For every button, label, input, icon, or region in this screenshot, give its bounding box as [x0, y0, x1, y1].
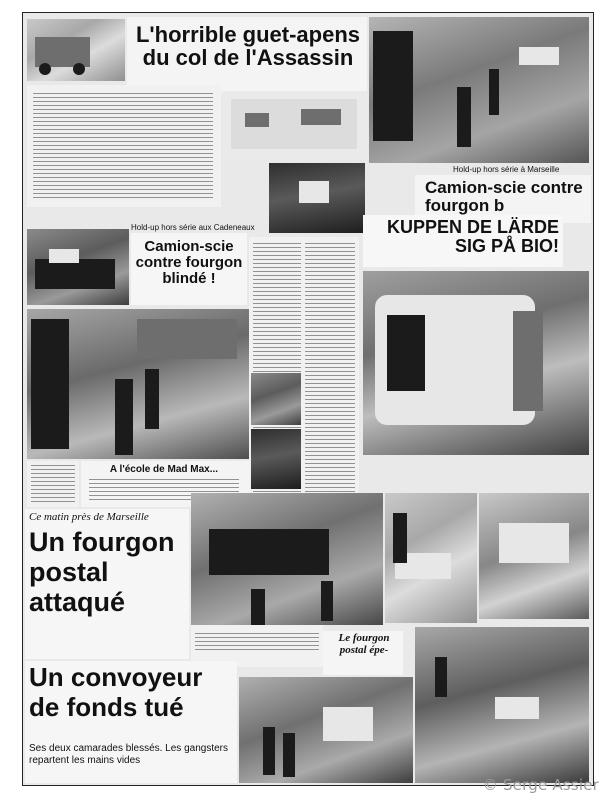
photo-truck-top-left — [27, 19, 125, 81]
photo-wreckage-right — [479, 493, 589, 619]
clipping-un-convoyeur — [25, 661, 237, 783]
watermark-copyright: © Serge Assier — [482, 776, 599, 794]
kicker-ce-matin-marseille: Ce matin près de Marseille — [29, 511, 149, 523]
photo-police-truck-road — [27, 309, 249, 459]
headline-mad-max: A l'école de Mad Max... — [109, 464, 219, 475]
headline-kuppen: KUPPEN DE LÄRDE SIG PÅ BIO! — [386, 217, 559, 256]
photo-crashed-car-left — [27, 229, 129, 305]
clipping-un-fourgon-postal — [25, 509, 189, 659]
kicker-hold-up-cadeneaux: Hold-up hors série aux Cadeneaux — [131, 223, 255, 232]
headline-camion-scie-top: Camion-scie contre fourgon b — [425, 178, 583, 215]
kicker-hold-up-marseille: Hold-up hors série à Marseille — [453, 165, 560, 174]
clipping-fourgon-postal-epe — [323, 631, 403, 675]
photo-small-van-1 — [251, 373, 301, 425]
headline-un-fourgon-postal: Un fourgon postal attaqué — [29, 527, 175, 618]
photo-diagram-trucks — [231, 99, 357, 149]
photo-van-interior — [269, 163, 365, 233]
photo-crowd-van — [239, 677, 413, 783]
headline-camion-scie-left: Camion-scie contre fourgon blindé ! — [135, 238, 243, 287]
newspaper-collage — [22, 12, 594, 786]
article-body-horrible — [27, 85, 221, 207]
photo-road-cars-bottom-right — [415, 627, 589, 783]
photo-dump-truck — [191, 493, 383, 625]
article-body-mad-max-left — [27, 461, 79, 507]
illustration-diagram — [223, 91, 367, 161]
photo-overturned-truck — [363, 271, 589, 455]
photo-small-van-2 — [251, 429, 301, 489]
photo-white-car — [385, 493, 477, 623]
headline-fourgon-postal-epe: Le fourgon postal épe- — [338, 632, 390, 656]
clipping-kuppen — [363, 215, 563, 267]
subheadline-convoyeur: Ses deux camarades blessés. Les gangsters repartent les mains vides — [29, 743, 228, 766]
headline-un-convoyeur: Un convoyeur de fonds tué — [29, 662, 203, 722]
photo-police-road-top-right — [369, 17, 589, 163]
headline-horrible-guet-apens: L'horrible guet-apens du col de l'Assassin — [135, 22, 361, 71]
clipping-camion-scie-left — [131, 233, 247, 305]
clipping-horrible-guet-apens — [127, 17, 367, 93]
